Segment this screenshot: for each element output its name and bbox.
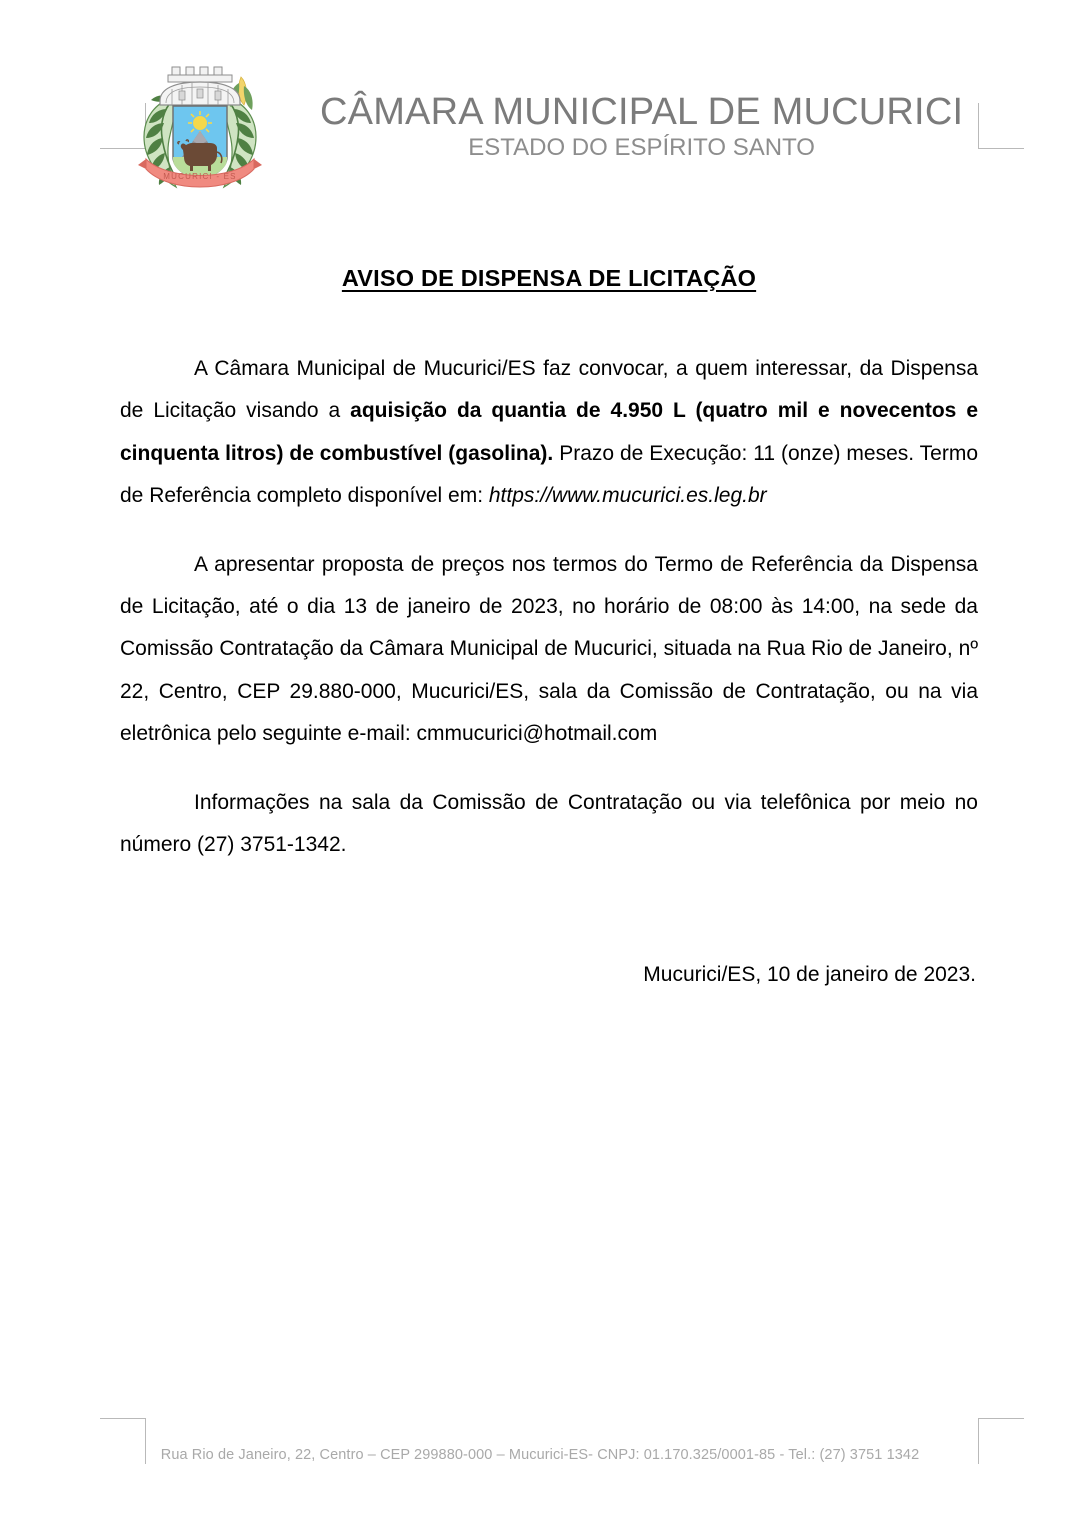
- organization-title: CÂMARA MUNICIPAL DE MUCURICI: [320, 91, 964, 134]
- paragraph-1-bold-object: aquisição da quantia de 4.950 L (quatro mil e novecentos e cinquenta litros) de combustível (gasolina).: [120, 399, 978, 465]
- letterhead-titles: [320, 92, 963, 162]
- terms-reference-url[interactable]: https://www.mucurici.es.leg.br: [488, 484, 767, 508]
- document-title: [120, 265, 978, 292]
- paragraph-2: A apresentar proposta de preços nos termos do Termo de Referência da Dispensa de Licitação, até o dia 13 de janeiro de 2023, no horário de 08:00 às 14:00, na sede da Comissão Contratação da Câmara Municipal de Mucurici, situada na Rua Rio de Janeiro, nº 22, Centro, CEP 29.880-000, Mucurici/ES, sala da Comissão de Contratação, ou na via eletrônica pelo seguinte e-mail: cmmucurici@hotmail.com: [120, 552, 978, 746]
- document-title-text: AVISO DE DISPENSA DE LICITAÇÃO: [341, 265, 757, 291]
- page-footer: Rua Rio de Janeiro, 22, Centro – CEP 299880-000 – Mucurici-ES- CNPJ: 01.170.325/0001-85 - Tel.: (27) 3751 1342: [160, 1447, 920, 1463]
- letterhead: [0, 52, 1080, 202]
- paragraph-3: Informações na sala da Comissão de Contratação ou via telefônica por meio no número (27) 3751-1342.: [120, 790, 978, 857]
- organization-subtitle: ESTADO DO ESPÍRITO SANTO: [468, 134, 815, 162]
- svg-text:MUCURICI - ES: MUCURICI - ES: [163, 172, 237, 181]
- paragraph-1-part-1: A Câmara Municipal de Mucurici/ES faz convocar, a quem interessar, da Dispensa de Licitação visando a: [120, 357, 978, 423]
- paragraph-1-part-2: Prazo de Execução: 11 (onze) meses. Termo de Referência completo disponível em:: [120, 441, 978, 508]
- brasao-mucurici-coat-of-arms-icon: [120, 53, 280, 201]
- paragraph-1: [120, 348, 978, 518]
- document-body: [120, 265, 978, 992]
- signature-date-line: Mucurici/ES, 10 de janeiro de 2023.: [643, 963, 976, 987]
